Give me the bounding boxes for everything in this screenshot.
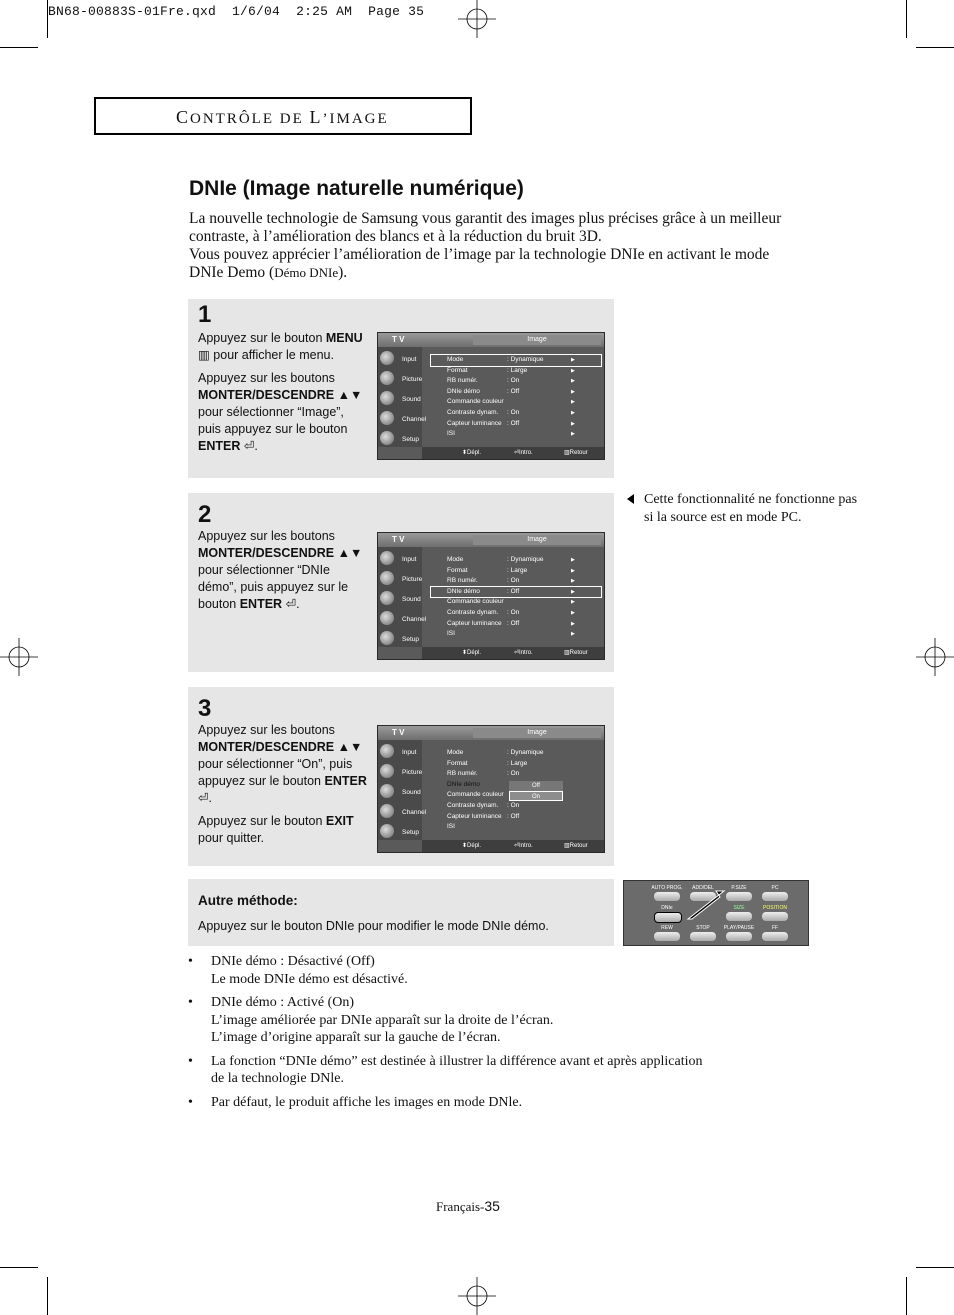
step-number: 2 — [198, 501, 212, 528]
dnie-button — [654, 912, 682, 923]
tv-menu-row: Capteur luminance : Off ▶ — [447, 619, 575, 627]
setup-icon — [380, 631, 394, 645]
intro-text: La nouvelle technologie de Samsung vous garantit des images plus précises grâce à un meilleur contraste, à l’amélioration des blancs et à la réduction du bruit 3D. Vous pouvez apprécier l’amélioration de l’image par la technologie DNIe en activant le mode DNIe Demo (Démo DNIe). — [189, 210, 782, 281]
sound-icon — [380, 391, 394, 405]
print-slug: BN68-00883S-01Fre.qxd 1/6/04 2:25 AM Page 35 — [48, 4, 425, 19]
up-down-arrow-icon: ▲▼ — [337, 388, 363, 402]
step-3 — [188, 687, 614, 866]
step-instructions: Appuyez sur le bouton MENU ▥ pour afficher le menu. Appuyez sur les boutons MONTER/DESCENDRE ▲▼ pour sélectionner “Image”, puis appuyez sur le bouton ENTER ⏎. — [198, 331, 363, 453]
tv-menu-row: Capteur luminance : Off ▶ — [447, 419, 575, 427]
popup-option-off: Off — [509, 781, 563, 791]
tv-menu-row: Commande couleur ▶ — [447, 398, 575, 406]
remote-button — [726, 912, 752, 921]
tv-menu-row: DNIe démo — [447, 780, 480, 788]
tv-menu-row: Format : Large ▶ — [447, 566, 575, 574]
enter-icon: ⏎ — [198, 791, 209, 805]
popup-option-on: On — [509, 791, 563, 801]
section-header — [94, 97, 472, 135]
list-item: • La fonction “DNIe démo” est destinée à illustrer la différence avant et après application de la technologie DNle. — [188, 1053, 703, 1086]
tv-menu-row: Format : Large — [447, 759, 528, 767]
tv-menu-row: Format : Large ▶ — [447, 366, 575, 374]
bullet-list — [188, 953, 708, 1117]
tv-menu-footer: ⬍ Dépl. ⏎ Intro. ▥ Retour — [422, 647, 605, 659]
enter-icon: ⏎ — [285, 597, 297, 611]
crop-mark — [0, 1267, 38, 1268]
remote-button — [762, 912, 788, 921]
step-1 — [188, 299, 614, 478]
tv-menu-row: DNIe démo : Off ▶ — [447, 387, 575, 395]
section-title: CONTRÔLE DE L’IMAGE — [176, 107, 389, 127]
tv-menu-row: Contraste dynam. : On ▶ — [447, 608, 575, 616]
sound-icon — [380, 591, 394, 605]
registration-mark — [0, 638, 38, 676]
picture-icon — [380, 571, 394, 585]
tv-menu-rows — [431, 355, 601, 440]
input-icon — [380, 351, 394, 365]
step-instructions: Appuyez sur les boutons MONTER/DESCENDRE ▲▼ pour sélectionner “On”, puis appuyez sur le bouton ENTER ⏎. Appuyez sur le bouton EXIT pour quitter. — [198, 723, 367, 845]
up-down-arrow-icon: ▲▼ — [337, 740, 363, 754]
crop-mark — [906, 0, 907, 38]
setup-icon — [380, 431, 394, 445]
crop-mark — [916, 1267, 954, 1268]
fast-forward-button — [762, 932, 788, 941]
tv-menu-row: Mode : Dynamique ▶ — [447, 556, 575, 563]
crop-mark — [916, 47, 954, 48]
tv-menu-footer: ⬍ Dépl. ⏎ Intro. ▥ Retour — [422, 447, 605, 459]
list-item: • DNIe démo : Activé (On) L’image améliorée par DNIe apparaît sur la droite de l’écran. L’image d’origine apparaît sur la gauche de l’écran. — [188, 995, 554, 1045]
remote-button — [726, 892, 752, 901]
crop-mark — [47, 1277, 48, 1315]
tv-menu-row: ISI ▶ — [447, 630, 575, 638]
crop-mark — [906, 1277, 907, 1315]
tv-menu-rows — [431, 555, 601, 640]
channel-icon — [380, 804, 394, 818]
tv-menu-row: Contraste dynam. : On ▶ — [447, 408, 575, 416]
step-instructions: Appuyez sur les boutons MONTER/DESCENDRE ▲▼ pour sélectionner “DNIe démo”, puis appuyez sur le bouton ENTER ⏎. — [198, 529, 363, 611]
tv-menu-row: Commande couleur — [447, 791, 504, 799]
remote-button — [654, 892, 680, 901]
tv-menu-row: Contraste dynam. : On — [447, 801, 520, 809]
page-footer: Français-35 — [436, 1198, 500, 1214]
tv-menu-row: Mode : Dynamique ▶ — [431, 355, 601, 366]
picture-icon — [380, 764, 394, 778]
enter-icon: ⏎ — [243, 439, 255, 453]
channel-icon — [380, 411, 394, 425]
up-down-arrow-icon: ▲▼ — [337, 546, 363, 560]
tv-menu-row: ISI ▶ — [447, 430, 575, 438]
step-2 — [188, 493, 614, 672]
menu-icon: ▥ — [198, 348, 210, 362]
tv-menu-screenshot: T V Image Input Picture Sound Channel Setup Mode : Dynamique ▶ Format : Large ▶ RB numér. : On ▶ DNIe démo : Off ▶ Commande couleur ▶ Contraste dynam. : On ▶ Capteur luminance : Off ▶ ISI ▶ ⬍ Dépl. ⏎ Intro. ▥ Retour — [377, 532, 605, 660]
list-item: • Par défaut, le produit affiche les images en mode DNle. — [188, 1094, 523, 1110]
remote-button — [762, 892, 788, 901]
input-icon — [380, 551, 394, 565]
page-title: DNIe (Image naturelle numérique) — [189, 177, 524, 200]
triangle-left-icon — [627, 494, 634, 504]
rewind-button — [654, 932, 680, 941]
tv-menu-row: RB numér. : On — [447, 770, 520, 778]
input-icon — [380, 744, 394, 758]
channel-icon — [380, 611, 394, 625]
list-item: • DNIe démo : Désactivé (Off) Le mode DNIe démo est désactivé. — [188, 954, 408, 987]
play-pause-button — [726, 932, 752, 941]
stop-button — [690, 932, 716, 941]
alternative-method-box: Autre méthode: Appuyez sur le bouton DNIe pour modifier le mode DNIe démo. — [188, 879, 614, 946]
step-number: 1 — [198, 301, 212, 328]
tv-menu-row: RB numér. : On ▶ — [447, 577, 575, 585]
tv-menu-footer: ⬍ Dépl. ⏎ Intro. ▥ Retour — [422, 840, 605, 852]
tv-menu-row: DNIe démo : Off ▶ — [431, 587, 601, 598]
sound-icon — [380, 784, 394, 798]
tv-menu-screenshot: T V Image Input Picture Sound Channel Setup Mode : Dynamique ▶ Format : Large ▶ RB numér. : On ▶ DNIe démo : Off ▶ Commande couleur ▶ Contraste dynam. : On ▶ Capteur luminance : Off ▶ ISI ▶ ⬍ Dépl. ⏎ Intro. ▥ Retour — [377, 332, 605, 460]
registration-mark — [458, 1277, 496, 1315]
registration-mark — [916, 638, 954, 676]
tv-menu-row: RB numér. : On ▶ — [447, 377, 575, 385]
tv-menu-screenshot: T V Image Input Picture Sound Channel Setup Mode : Dynamique Format : Large RB numér. : On DNIe démo Commande couleur Contraste dynam. : On Capteur luminance : Off ISI Off On ⬍ Dépl. ⏎ Intro. ▥ Retour — [377, 725, 605, 853]
setup-icon — [380, 824, 394, 838]
remote-control-illustration: AUTO PROG. ADD/DEL P.SIZE PC DNIe SIZE POSITION REW STOP PLAY/PAUSE FF — [623, 880, 809, 946]
tv-menu-row: Capteur luminance : Off — [447, 812, 520, 820]
picture-icon — [380, 371, 394, 385]
pointer-arrow-icon — [686, 889, 726, 921]
tv-menu-row: Commande couleur ▶ — [447, 598, 575, 606]
tv-menu-row: Mode : Dynamique — [447, 749, 544, 756]
step-number: 3 — [198, 695, 212, 722]
crop-mark — [0, 47, 38, 48]
tv-menu-row: ISI — [447, 823, 455, 831]
registration-mark — [458, 0, 496, 38]
